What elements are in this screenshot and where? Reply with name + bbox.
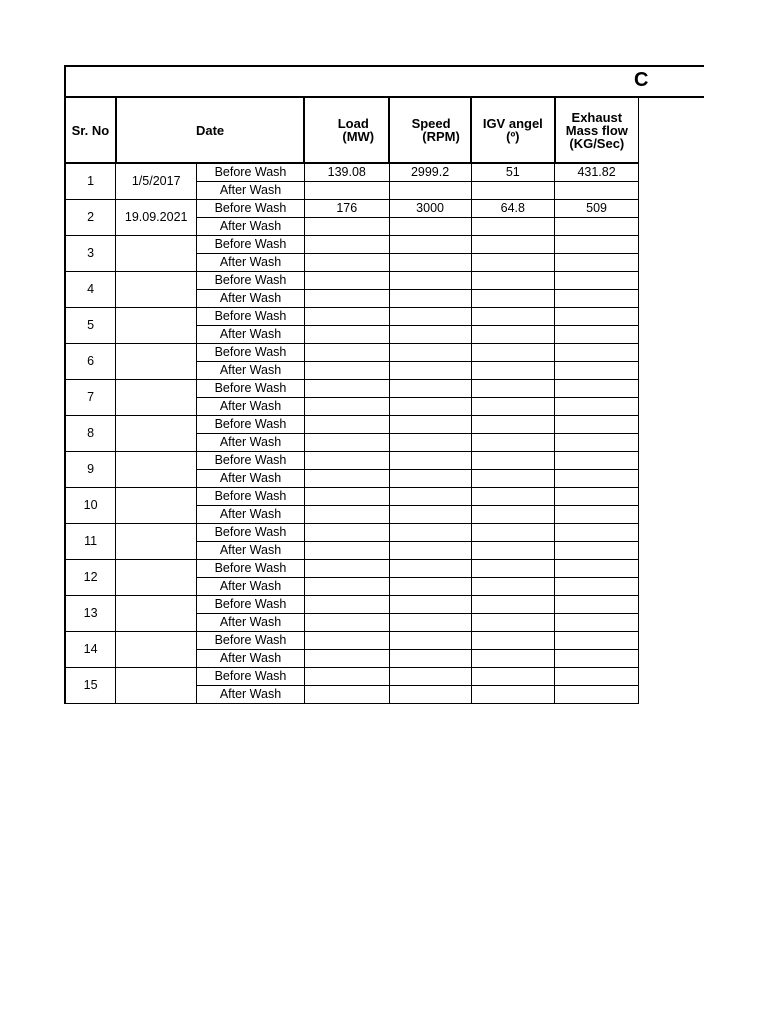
load-cell[interactable] xyxy=(304,272,389,290)
table-row xyxy=(65,236,639,254)
header-sr-no: Sr. No xyxy=(65,98,116,163)
speed-cell[interactable] xyxy=(389,254,471,272)
table-body xyxy=(65,163,639,704)
before-wash-label[interactable]: Before Wash xyxy=(197,163,305,182)
exhaust-cell[interactable] xyxy=(555,452,639,470)
igv-cell[interactable] xyxy=(471,182,555,200)
exhaust-cell[interactable] xyxy=(555,272,639,290)
speed-cell[interactable] xyxy=(389,560,471,578)
after-wash-label[interactable]: After Wash xyxy=(197,182,305,200)
speed-cell[interactable] xyxy=(389,290,471,308)
exhaust-cell[interactable] xyxy=(555,560,639,578)
load-cell[interactable] xyxy=(304,362,389,380)
exhaust-cell[interactable] xyxy=(555,308,639,326)
date-cell[interactable] xyxy=(116,488,197,524)
date-cell[interactable]: 1/5/2017 xyxy=(116,163,197,200)
before-wash-label[interactable]: Before Wash xyxy=(197,236,305,254)
igv-cell[interactable] xyxy=(471,542,555,560)
speed-cell[interactable] xyxy=(389,182,471,200)
before-wash-label[interactable]: Before Wash xyxy=(197,416,305,434)
wash-data-table xyxy=(64,98,639,704)
table-row xyxy=(65,632,639,650)
date-cell[interactable] xyxy=(116,344,197,380)
speed-cell[interactable] xyxy=(389,434,471,452)
load-cell[interactable] xyxy=(304,380,389,398)
load-cell[interactable] xyxy=(304,308,389,326)
table-row xyxy=(65,452,639,470)
table-row xyxy=(65,488,639,506)
speed-cell[interactable] xyxy=(389,578,471,596)
sr-no-cell[interactable]: 10 xyxy=(65,488,116,524)
load-cell[interactable] xyxy=(304,542,389,560)
speed-cell[interactable] xyxy=(389,506,471,524)
before-wash-label[interactable]: Before Wash xyxy=(197,452,305,470)
speed-cell[interactable]: 3000 xyxy=(389,200,471,218)
load-cell[interactable] xyxy=(304,614,389,632)
date-cell[interactable] xyxy=(116,236,197,272)
igv-cell[interactable] xyxy=(471,560,555,578)
speed-cell[interactable] xyxy=(389,218,471,236)
header-exhaust-mass-flow: Exhaust Mass flow (KG/Sec) xyxy=(555,98,639,163)
load-cell[interactable]: 139.08 xyxy=(304,163,389,182)
table-row xyxy=(65,560,639,578)
table-row xyxy=(65,272,639,290)
date-cell[interactable] xyxy=(116,668,197,704)
exhaust-cell[interactable] xyxy=(555,398,639,416)
before-wash-label[interactable]: Before Wash xyxy=(197,596,305,614)
sr-no-cell[interactable]: 4 xyxy=(65,272,116,308)
table-row xyxy=(65,200,639,218)
load-cell[interactable] xyxy=(304,326,389,344)
table-row xyxy=(65,344,639,362)
header-date: Date xyxy=(116,98,305,163)
sr-no-cell[interactable]: 6 xyxy=(65,344,116,380)
load-cell[interactable] xyxy=(304,434,389,452)
load-cell[interactable] xyxy=(304,668,389,686)
load-cell[interactable] xyxy=(304,416,389,434)
table-row xyxy=(65,668,639,686)
exhaust-cell[interactable] xyxy=(555,218,639,236)
speed-cell[interactable] xyxy=(389,326,471,344)
before-wash-label[interactable]: Before Wash xyxy=(197,488,305,506)
after-wash-label[interactable]: After Wash xyxy=(197,542,305,560)
speed-cell[interactable] xyxy=(389,614,471,632)
speed-cell[interactable] xyxy=(389,488,471,506)
exhaust-cell[interactable] xyxy=(555,434,639,452)
load-cell[interactable] xyxy=(304,398,389,416)
load-cell[interactable] xyxy=(304,650,389,668)
sr-no-cell[interactable]: 13 xyxy=(65,596,116,632)
speed-cell[interactable] xyxy=(389,398,471,416)
igv-cell[interactable] xyxy=(471,650,555,668)
exhaust-cell[interactable] xyxy=(555,542,639,560)
igv-cell[interactable] xyxy=(471,398,555,416)
exhaust-cell[interactable] xyxy=(555,596,639,614)
igv-cell[interactable] xyxy=(471,344,555,362)
speed-cell[interactable] xyxy=(389,596,471,614)
exhaust-cell[interactable] xyxy=(555,254,639,272)
exhaust-cell[interactable]: 431.82 xyxy=(555,163,639,182)
igv-cell[interactable]: 51 xyxy=(471,163,555,182)
before-wash-label[interactable]: Before Wash xyxy=(197,308,305,326)
date-cell[interactable] xyxy=(116,452,197,488)
exhaust-cell[interactable] xyxy=(555,506,639,524)
exhaust-cell[interactable] xyxy=(555,470,639,488)
igv-cell[interactable] xyxy=(471,362,555,380)
speed-cell[interactable] xyxy=(389,632,471,650)
before-wash-label[interactable]: Before Wash xyxy=(197,632,305,650)
date-cell[interactable] xyxy=(116,308,197,344)
load-cell[interactable] xyxy=(304,560,389,578)
sr-no-cell[interactable]: 14 xyxy=(65,632,116,668)
speed-cell[interactable] xyxy=(389,524,471,542)
date-cell[interactable] xyxy=(116,416,197,452)
exhaust-cell[interactable] xyxy=(555,686,639,704)
igv-cell[interactable] xyxy=(471,290,555,308)
after-wash-label[interactable]: After Wash xyxy=(197,614,305,632)
load-cell[interactable] xyxy=(304,344,389,362)
sr-no-cell[interactable]: 9 xyxy=(65,452,116,488)
speed-cell[interactable] xyxy=(389,686,471,704)
load-cell[interactable] xyxy=(304,524,389,542)
exhaust-cell[interactable] xyxy=(555,578,639,596)
sr-no-cell[interactable]: 11 xyxy=(65,524,116,560)
before-wash-label[interactable]: Before Wash xyxy=(197,668,305,686)
exhaust-cell[interactable] xyxy=(555,668,639,686)
after-wash-label[interactable]: After Wash xyxy=(197,290,305,308)
sr-no-cell[interactable]: 15 xyxy=(65,668,116,704)
igv-cell[interactable] xyxy=(471,272,555,290)
after-wash-label[interactable]: After Wash xyxy=(197,434,305,452)
table-row xyxy=(65,308,639,326)
exhaust-cell[interactable] xyxy=(555,326,639,344)
load-cell[interactable] xyxy=(304,182,389,200)
header-row xyxy=(65,98,639,163)
load-cell[interactable] xyxy=(304,452,389,470)
load-cell[interactable] xyxy=(304,686,389,704)
exhaust-cell[interactable] xyxy=(555,380,639,398)
igv-cell[interactable] xyxy=(471,524,555,542)
before-wash-label[interactable]: Before Wash xyxy=(197,344,305,362)
after-wash-label[interactable]: After Wash xyxy=(197,218,305,236)
after-wash-label[interactable]: After Wash xyxy=(197,686,305,704)
exhaust-cell[interactable] xyxy=(555,236,639,254)
date-cell[interactable] xyxy=(116,524,197,560)
sr-no-cell[interactable]: 2 xyxy=(65,200,116,236)
exhaust-cell[interactable] xyxy=(555,362,639,380)
table-row xyxy=(65,163,639,182)
load-cell[interactable] xyxy=(304,578,389,596)
title-bar xyxy=(64,65,704,98)
before-wash-label[interactable]: Before Wash xyxy=(197,200,305,218)
after-wash-label[interactable]: After Wash xyxy=(197,326,305,344)
before-wash-label[interactable]: Before Wash xyxy=(197,560,305,578)
sr-no-cell[interactable]: 12 xyxy=(65,560,116,596)
table-row xyxy=(65,416,639,434)
header-load: Load (MW) xyxy=(304,98,389,163)
igv-cell[interactable] xyxy=(471,380,555,398)
sr-no-cell[interactable]: 8 xyxy=(65,416,116,452)
after-wash-label[interactable]: After Wash xyxy=(197,650,305,668)
exhaust-cell[interactable] xyxy=(555,650,639,668)
igv-cell[interactable] xyxy=(471,236,555,254)
after-wash-label[interactable]: After Wash xyxy=(197,362,305,380)
sr-no-cell[interactable]: 5 xyxy=(65,308,116,344)
igv-cell[interactable] xyxy=(471,308,555,326)
exhaust-cell[interactable] xyxy=(555,632,639,650)
igv-cell[interactable] xyxy=(471,614,555,632)
igv-cell[interactable] xyxy=(471,596,555,614)
load-cell[interactable] xyxy=(304,290,389,308)
table-row xyxy=(65,524,639,542)
table-row xyxy=(65,596,639,614)
sr-no-cell[interactable]: 7 xyxy=(65,380,116,416)
after-wash-label[interactable]: After Wash xyxy=(197,506,305,524)
igv-cell[interactable] xyxy=(471,632,555,650)
igv-cell[interactable] xyxy=(471,218,555,236)
exhaust-cell[interactable] xyxy=(555,416,639,434)
speed-cell[interactable] xyxy=(389,668,471,686)
igv-cell[interactable] xyxy=(471,488,555,506)
title-fragment: C xyxy=(634,69,649,91)
speed-cell[interactable] xyxy=(389,362,471,380)
load-cell[interactable] xyxy=(304,488,389,506)
header-speed: Speed (RPM) xyxy=(389,98,471,163)
igv-cell[interactable] xyxy=(471,668,555,686)
igv-cell[interactable]: 64.8 xyxy=(471,200,555,218)
load-cell[interactable] xyxy=(304,596,389,614)
speed-cell[interactable] xyxy=(389,416,471,434)
header-igv-angle: IGV angel (º) xyxy=(471,98,555,163)
date-cell[interactable] xyxy=(116,560,197,596)
igv-cell[interactable] xyxy=(471,452,555,470)
speed-cell[interactable] xyxy=(389,344,471,362)
igv-cell[interactable] xyxy=(471,470,555,488)
speed-cell[interactable] xyxy=(389,308,471,326)
after-wash-label[interactable]: After Wash xyxy=(197,254,305,272)
date-cell[interactable] xyxy=(116,596,197,632)
speed-cell[interactable] xyxy=(389,542,471,560)
before-wash-label[interactable]: Before Wash xyxy=(197,524,305,542)
sr-no-cell[interactable]: 3 xyxy=(65,236,116,272)
load-cell[interactable] xyxy=(304,218,389,236)
exhaust-cell[interactable] xyxy=(555,344,639,362)
speed-cell[interactable] xyxy=(389,650,471,668)
table-row xyxy=(65,380,639,398)
igv-cell[interactable] xyxy=(471,686,555,704)
exhaust-cell[interactable] xyxy=(555,488,639,506)
load-cell[interactable] xyxy=(304,632,389,650)
speed-cell[interactable] xyxy=(389,470,471,488)
before-wash-label[interactable]: Before Wash xyxy=(197,380,305,398)
load-cell[interactable] xyxy=(304,470,389,488)
after-wash-label[interactable]: After Wash xyxy=(197,578,305,596)
exhaust-cell[interactable] xyxy=(555,290,639,308)
igv-cell[interactable] xyxy=(471,506,555,524)
speed-cell[interactable] xyxy=(389,236,471,254)
exhaust-cell[interactable] xyxy=(555,182,639,200)
igv-cell[interactable] xyxy=(471,578,555,596)
speed-cell[interactable] xyxy=(389,380,471,398)
exhaust-cell[interactable] xyxy=(555,614,639,632)
igv-cell[interactable] xyxy=(471,416,555,434)
speed-cell[interactable] xyxy=(389,272,471,290)
igv-cell[interactable] xyxy=(471,254,555,272)
load-cell[interactable] xyxy=(304,254,389,272)
date-cell[interactable] xyxy=(116,632,197,668)
load-cell[interactable]: 176 xyxy=(304,200,389,218)
after-wash-label[interactable]: After Wash xyxy=(197,470,305,488)
before-wash-label[interactable]: Before Wash xyxy=(197,272,305,290)
load-cell[interactable] xyxy=(304,236,389,254)
exhaust-cell[interactable] xyxy=(555,524,639,542)
igv-cell[interactable] xyxy=(471,434,555,452)
sr-no-cell[interactable]: 1 xyxy=(65,163,116,200)
speed-cell[interactable]: 2999.2 xyxy=(389,163,471,182)
date-cell[interactable]: 19.09.2021 xyxy=(116,200,197,236)
speed-cell[interactable] xyxy=(389,452,471,470)
date-cell[interactable] xyxy=(116,380,197,416)
igv-cell[interactable] xyxy=(471,326,555,344)
after-wash-label[interactable]: After Wash xyxy=(197,398,305,416)
exhaust-cell[interactable]: 509 xyxy=(555,200,639,218)
date-cell[interactable] xyxy=(116,272,197,308)
load-cell[interactable] xyxy=(304,506,389,524)
